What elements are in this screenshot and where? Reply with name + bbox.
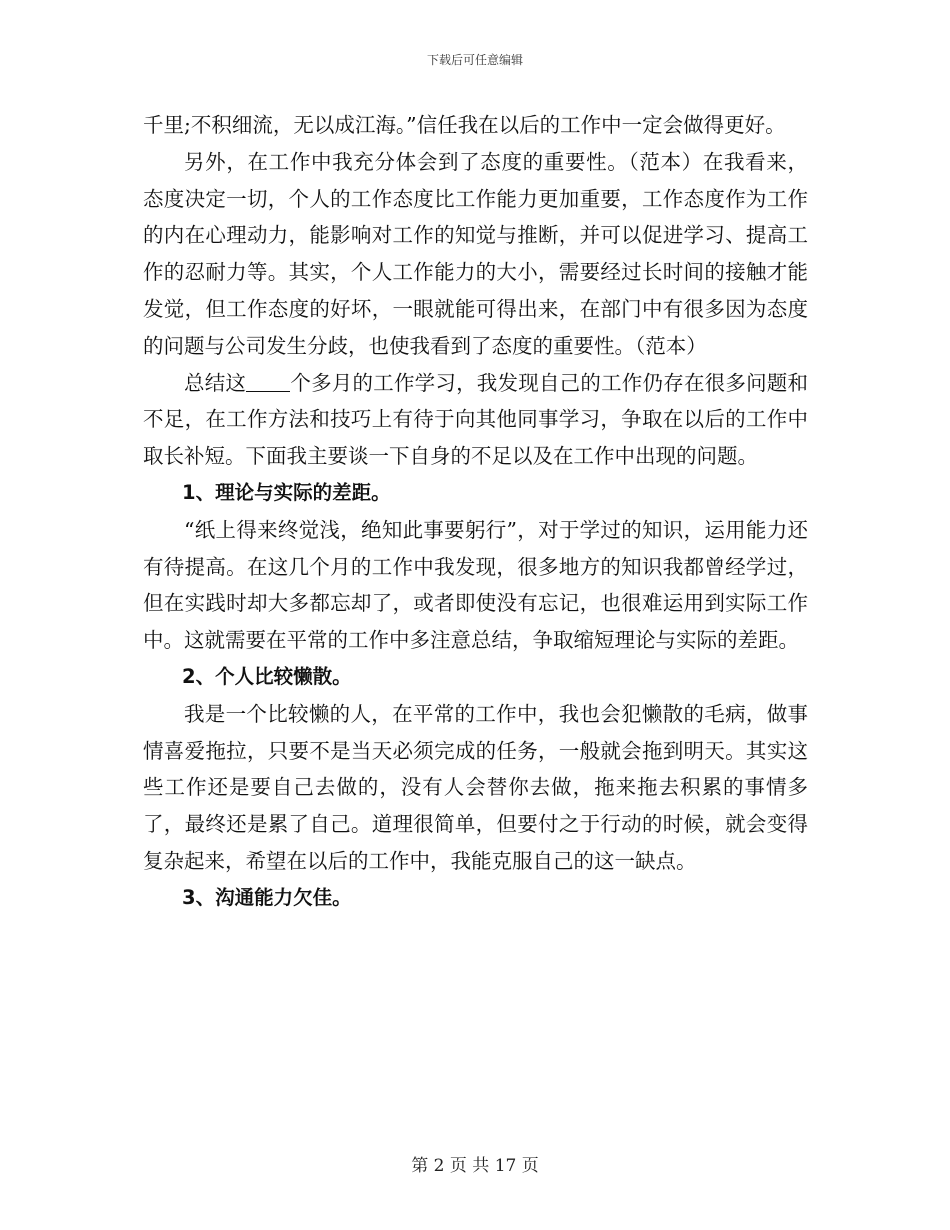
section-heading-2: 2、个人比较懒散。 <box>182 664 352 688</box>
paragraph-theory-practice: “纸上得来终觉浅，绝知此事要躬行”，对于学过的知识，运用能力还有待提高。在这几个月的工作中我发现，很多地方的知识我都曾经学过，但在实践时却大多都忘却了，或者即使没有忘记，也很难运用到实际工作中。这就需要在平常的工作中多注意总结，争取缩短理论与实际的差距。 <box>143 517 808 653</box>
summary-text-before: 总结这 <box>184 370 247 395</box>
document-body <box>143 107 808 917</box>
paragraph-continuation: 千里;不积细流，无以成江海。”信任我在以后的工作中一定会做得更好。 <box>143 113 786 137</box>
fill-blank <box>246 370 290 392</box>
page-header: 下载后可任意编辑 <box>426 53 523 67</box>
section-heading-1: 1、理论与实际的差距。 <box>182 480 391 504</box>
paragraph-laziness: 我是一个比较懒的人，在平常的工作中，我也会犯懒散的毛病，做事情喜爱拖拉，只要不是当天必须完成的任务，一般就会拖到明天。其实这些工作还是要自己去做的，没有人会替你去做，拖来拖去积累的事情多了，最终还是累了自己。道理很简单，但要付之于行动的时候，就会变得复杂起来，希望在以后的工作中，我能克服自己的这一缺点。 <box>143 701 808 873</box>
section-heading-3: 3、沟通能力欠佳。 <box>182 885 352 909</box>
summary-text-after: 个多月的工作学习，我发现自己的工作仍存在很多问题和不足，在工作方法和技巧上有待于向其他同事学习，争取在以后的工作中取长补短。下面我主要谈一下自身的不足以及在工作中出现的问题。 <box>143 370 809 469</box>
paragraph-summary <box>143 365 808 475</box>
page-number: 第 2 页 共 17 页 <box>411 1156 539 1176</box>
paragraph-attitude: 另外，在工作中我充分体会到了态度的重要性。（范本）在我看来，态度决定一切，个人的工作态度比工作能力更加重要，工作态度作为工作的内在心理动力，能影响对工作的知觉与推断，并可以促进学习、提高工作的忍耐力等。其实，个人工作能力的大小，需要经过长时间的接触才能发觉，但工作态度的好坏，一眼就能可得出来，在部门中有很多因为态度的问题与公司发生分歧，也使我看到了态度的重要性。（范本） <box>143 149 808 358</box>
